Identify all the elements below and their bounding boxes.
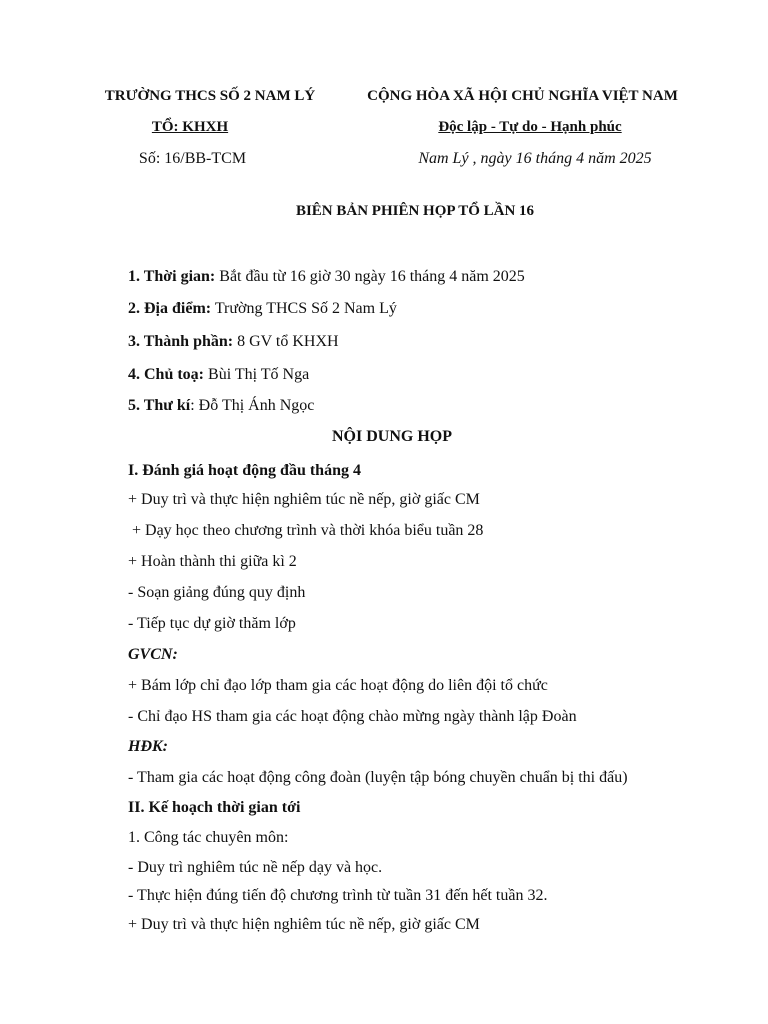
document-number: Số: 16/BB-TCM [138, 150, 247, 167]
info-value: Bùi Thị Tố Nga [204, 366, 310, 383]
list-item: - Thực hiện đúng tiến độ chương trình từ tuần 31 đến hết tuần 32. [128, 887, 548, 904]
place-date: Nam Lý , ngày 16 tháng 4 năm 2025 [418, 150, 652, 167]
list-item: + Bám lớp chỉ đạo lớp tham gia các hoạt động do liên đội tổ chức [128, 677, 548, 694]
document-title: BIÊN BẢN PHIÊN HỌP TỔ LẦN 16 [295, 203, 535, 219]
list-item: 1. Công tác chuyên môn: [128, 829, 289, 846]
info-location [128, 298, 397, 320]
group-name: TỔ: KHXH [151, 119, 229, 135]
nation-name: CỘNG HÒA XÃ HỘI CHỦ NGHĨA VIỆT NAM [367, 88, 678, 104]
info-value: 8 GV tổ KHXH [233, 333, 339, 350]
info-secretary [128, 395, 314, 417]
section-1-heading: I. Đánh giá hoạt động đầu tháng 4 [128, 462, 361, 479]
info-label: 4. Chủ toạ: [128, 366, 205, 383]
list-item: + Duy trì và thực hiện nghiêm túc nề nếp, giờ giấc CM [128, 916, 480, 933]
gvcn-heading: GVCN: [128, 646, 178, 663]
list-item: - Soạn giảng đúng quy định [128, 584, 306, 601]
list-item: - Duy trì nghiêm túc nề nếp dạy và học. [128, 859, 383, 876]
info-label: 1. Thời gian: [128, 268, 216, 285]
school-name: TRƯỜNG THCS SỐ 2 NAM LÝ [104, 88, 316, 104]
list-item: + Duy trì và thực hiện nghiêm túc nề nếp, giờ giấc CM [128, 491, 480, 508]
list-item: - Tham gia các hoạt động công đoàn (luyện tập bóng chuyền chuẩn bị thi đấu) [128, 769, 628, 786]
hdk-heading: HĐK: [128, 738, 168, 755]
info-value: Bắt đầu từ 16 giờ 30 ngày 16 tháng 4 năm 2025 [215, 268, 525, 285]
section-2-heading: II. Kế hoạch thời gian tới [128, 799, 301, 816]
list-item: + Hoàn thành thi giữa kì 2 [128, 553, 297, 570]
list-item: + Dạy học theo chương trình và thời khóa biểu tuần 28 [128, 522, 484, 539]
national-motto: Độc lập - Tự do - Hạnh phúc [438, 119, 622, 135]
info-members [128, 331, 339, 353]
content-heading: NỘI DUNG HỌP [332, 428, 452, 445]
info-time [128, 266, 525, 288]
list-item: - Chỉ đạo HS tham gia các hoạt động chào mừng ngày thành lập Đoàn [128, 708, 577, 725]
info-label: 5. Thư kí [128, 397, 191, 414]
info-label: 3. Thành phần: [128, 333, 234, 350]
list-item: - Tiếp tục dự giờ thăm lớp [128, 615, 296, 632]
info-value: : Đỗ Thị Ánh Ngọc [190, 397, 315, 414]
info-chair [128, 364, 309, 386]
info-label: 2. Địa điểm: [128, 300, 212, 317]
info-value: Trường THCS Số 2 Nam Lý [211, 300, 397, 317]
